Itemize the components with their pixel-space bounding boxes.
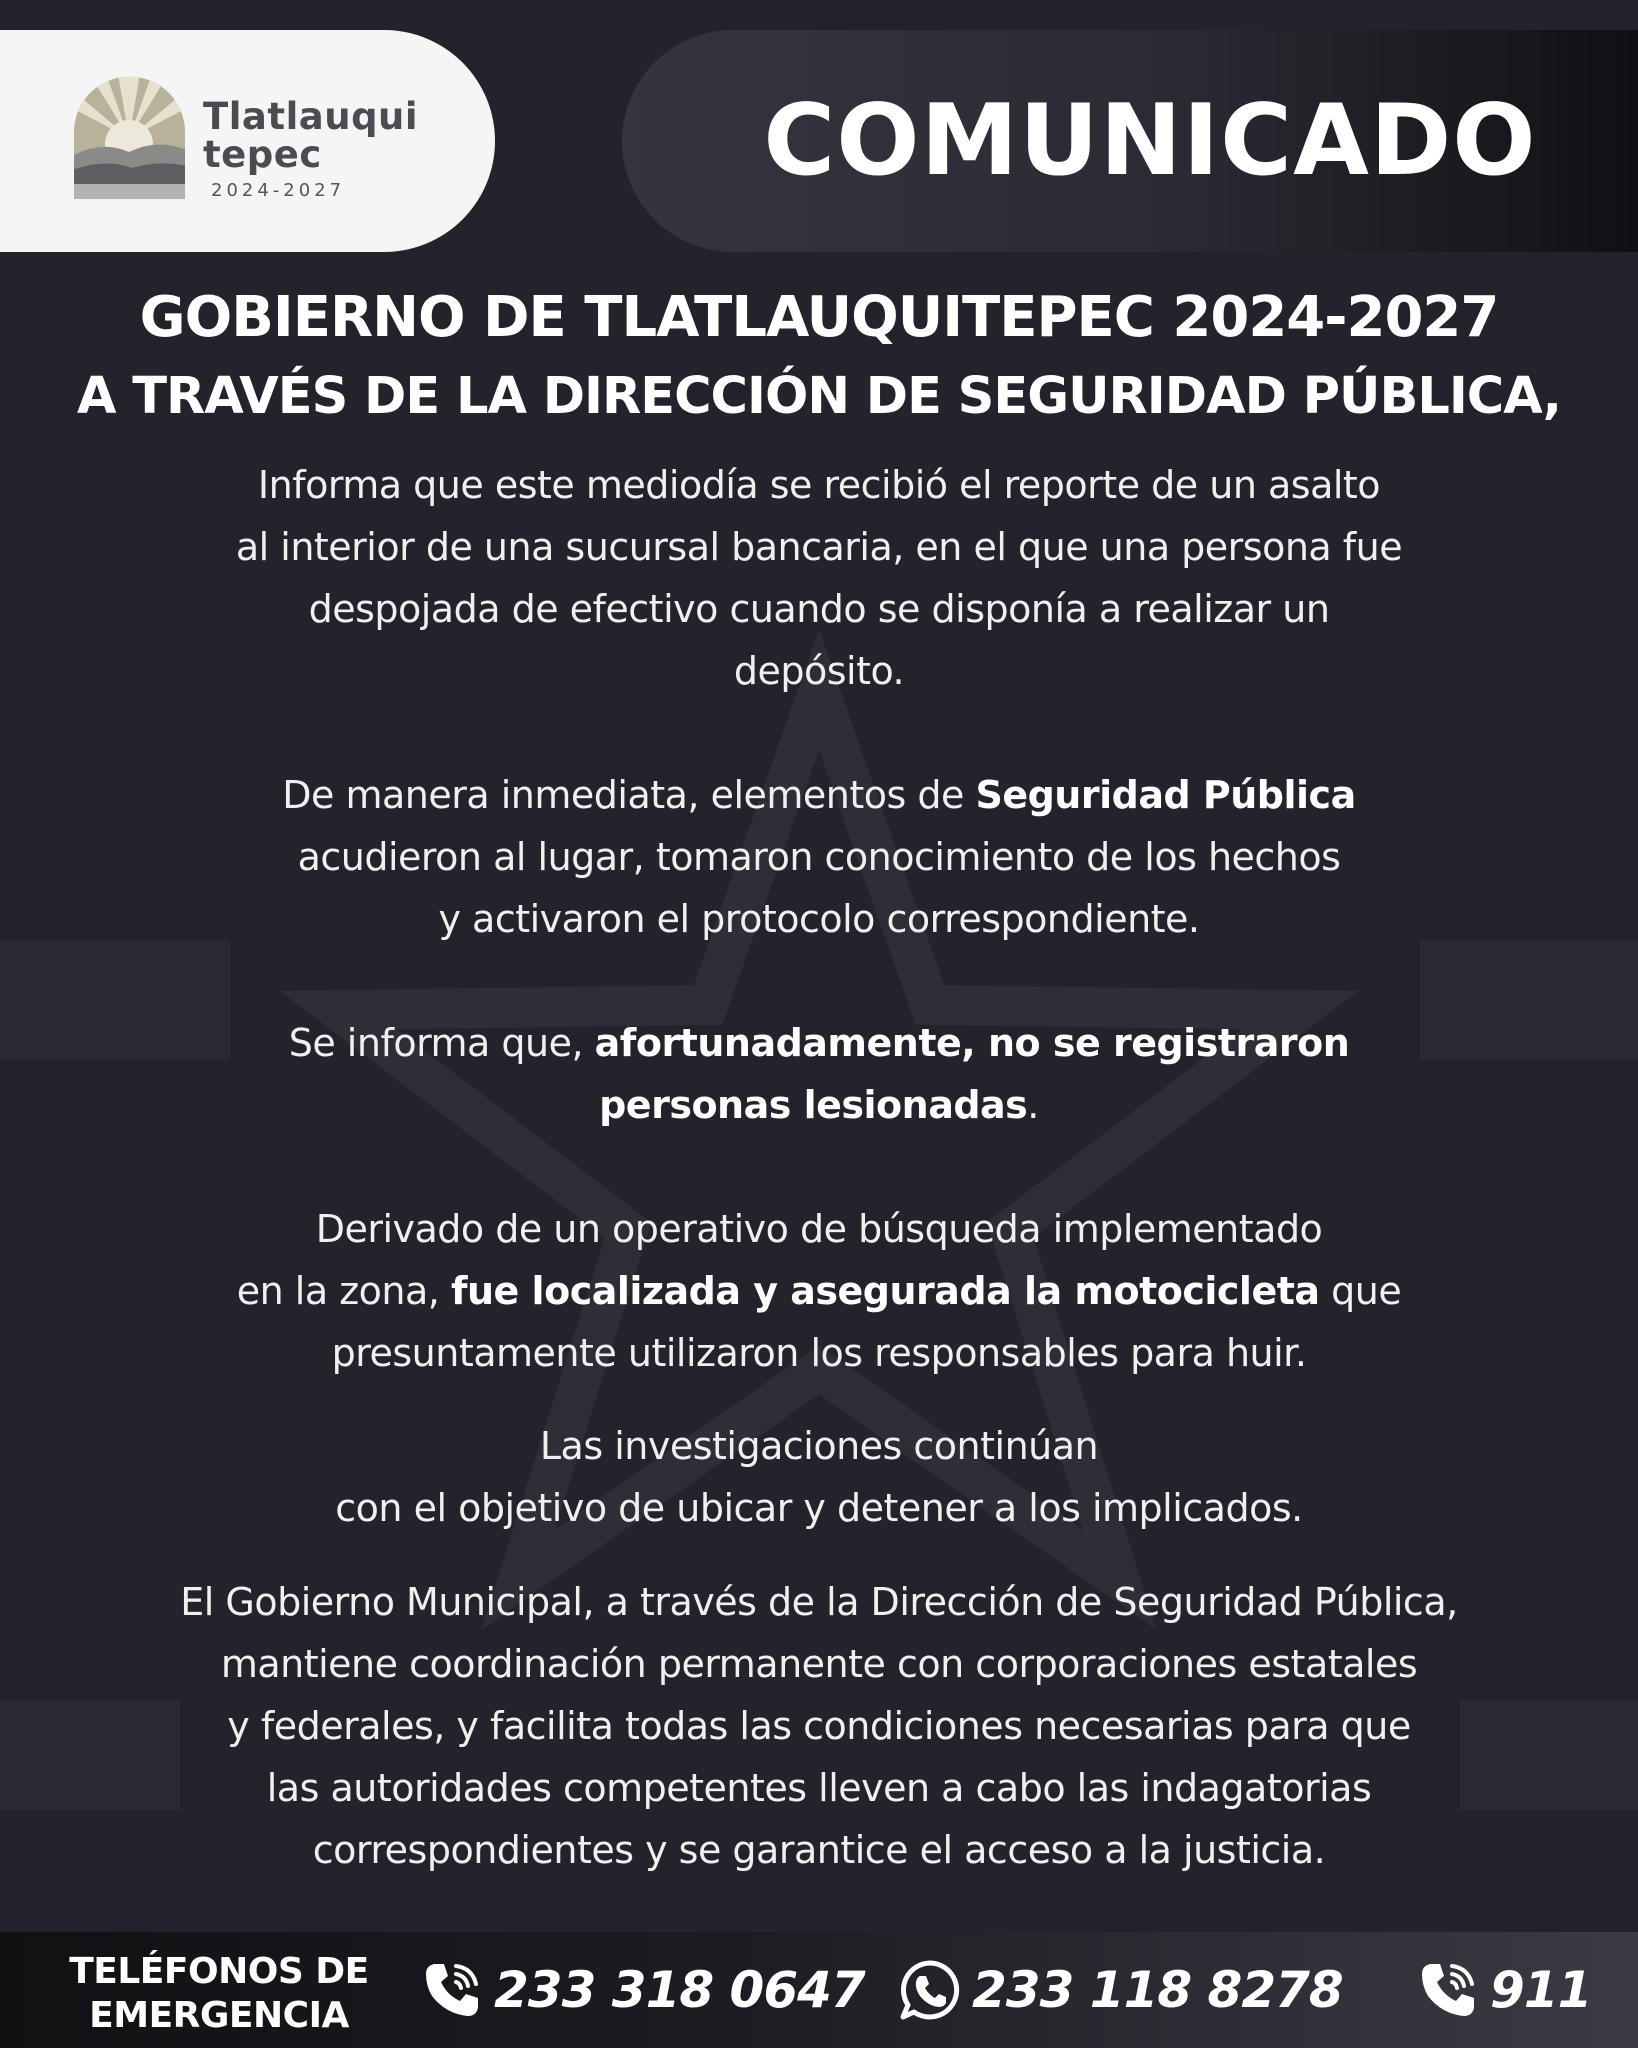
whatsapp-number-text: 233 118 8278 (972, 1961, 1343, 2019)
text-line: las autoridades competentes lleven a cabo las indagatorias (266, 1766, 1372, 1810)
text-run: en la zona, (236, 1269, 451, 1313)
phone-icon (1416, 1958, 1480, 2022)
phone-icon (420, 1958, 484, 2022)
emergency-label-line1: TELÉFONOS DE (69, 1951, 369, 1992)
whatsapp-icon (898, 1958, 962, 2022)
text-run: De manera inmediata, elementos de (282, 773, 976, 817)
text-run: que (1319, 1269, 1402, 1313)
text-line: al interior de una sucursal bancaria, en el que una persona fue (235, 525, 1403, 569)
emergency-911-text: 911 (1490, 1961, 1592, 2019)
headline-line2: A TRAVÉS DE LA DIRECCIÓN DE SEGURIDAD PÚBLICA, (76, 367, 1562, 426)
text-line: mantiene coordinación permanente con corporaciones estatales (220, 1642, 1418, 1686)
text-line: depósito. (733, 649, 905, 693)
emergency-footer (0, 1932, 1638, 2048)
logo-name-line2: tepec (203, 133, 322, 176)
municipal-logo-badge (0, 30, 495, 252)
paragraph-report (60, 454, 1578, 702)
paragraph-coordination (60, 1571, 1578, 1881)
bold-text: personas lesionadas (599, 1083, 1028, 1127)
text-line: y federales, y facilita todas las condiciones necesarias para que (227, 1704, 1411, 1748)
text-line: presuntamente utilizaron los responsables para huir. (331, 1331, 1307, 1375)
text-line (60, 1260, 1578, 1322)
text-line: y activaron el protocolo correspondiente. (438, 897, 1200, 941)
paragraph-operation (60, 1198, 1578, 1384)
comunicado-banner (622, 30, 1638, 252)
paragraph-no-injuries (60, 1012, 1578, 1136)
text-run: . (1027, 1083, 1039, 1127)
emergency-label-line2: EMERGENCIA (89, 1995, 349, 2036)
headline-line1: GOBIERNO DE TLATLAUQUITEPEC 2024-2027 (139, 285, 1499, 350)
text-line: Informa que este mediodía se recibió el reporte de un asalto (257, 463, 1381, 507)
text-line: correspondientes y se garantice el acceso a la justicia. (312, 1828, 1326, 1872)
text-line: Derivado de un operativo de búsqueda implementado (315, 1207, 1323, 1251)
logo-wordmark (203, 95, 419, 201)
banner-title: COMUNICADO (763, 84, 1537, 198)
whatsapp-number[interactable] (898, 1958, 1343, 2022)
phone-number-1-text: 233 318 0647 (494, 1961, 865, 2019)
bold-text: afortunadamente, no se registraron (594, 1021, 1350, 1065)
text-line (60, 1074, 1578, 1136)
bold-text: Seguridad Pública (975, 773, 1356, 817)
logo-name-line1: Tlatlauqui (203, 95, 419, 138)
text-line: acudieron al lugar, tomaron conocimiento de los hechos (297, 835, 1341, 879)
logo-years: 2024-2027 (211, 180, 346, 201)
text-line: despojada de efectivo cuando se disponía a realizar un (308, 587, 1330, 631)
emergency-911[interactable] (1416, 1958, 1591, 2022)
text-run: Se informa que, (288, 1021, 595, 1065)
text-line (60, 1012, 1578, 1074)
phone-number-1[interactable] (420, 1958, 865, 2022)
emergency-label (60, 1950, 378, 2038)
paragraph-investigation (60, 1415, 1578, 1539)
paragraph-response (60, 764, 1578, 950)
text-line: El Gobierno Municipal, a través de la Dirección de Seguridad Pública, (180, 1580, 1458, 1624)
bold-text: fue localizada y asegurada la motocicleta (450, 1269, 1320, 1313)
sun-mountain-logo-icon (72, 74, 187, 199)
text-line (60, 764, 1578, 826)
text-line: con el objetivo de ubicar y detener a los implicados. (335, 1486, 1303, 1530)
text-line: Las investigaciones continúan (539, 1424, 1099, 1468)
